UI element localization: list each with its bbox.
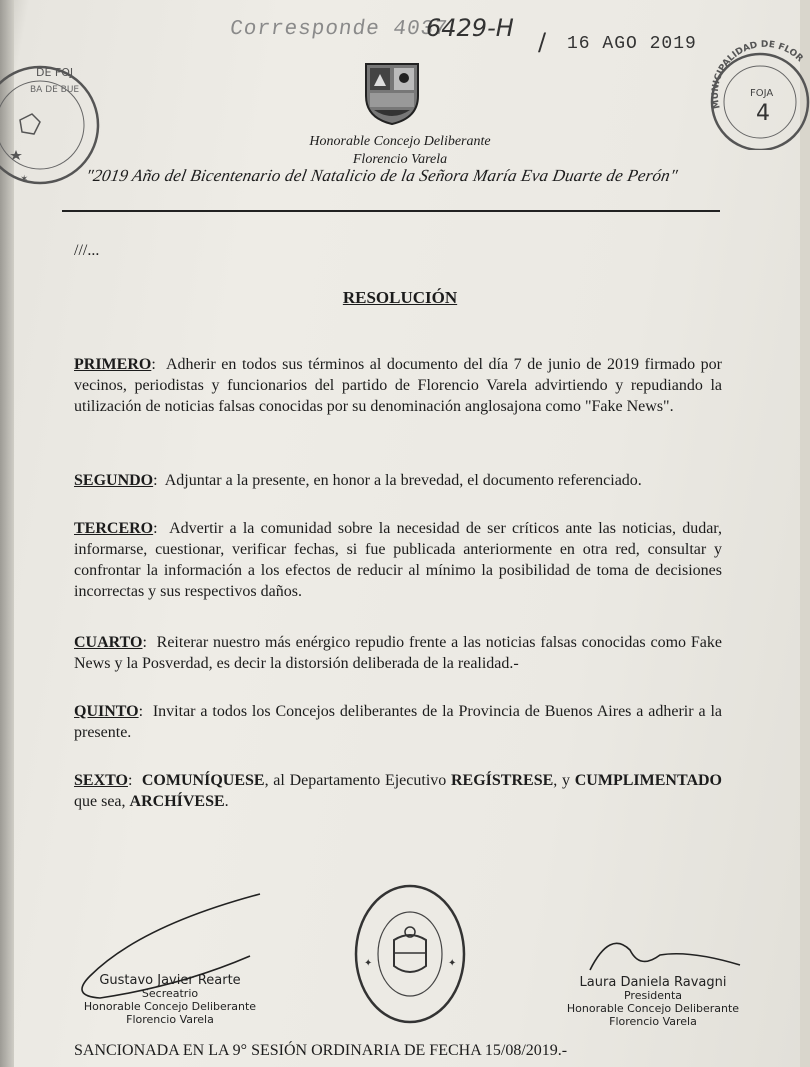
left-signer-name: Gustavo Javier Rearte xyxy=(99,973,241,988)
received-date-stamp: 16 AGO 2019 xyxy=(567,34,697,54)
segundo-text: Adjuntar a la presente, en honor a la brevedad, el documento referenciado. xyxy=(164,472,642,489)
left-signer-city: Florencio Varela xyxy=(126,1013,214,1026)
council-seal xyxy=(350,882,470,1032)
resolution-title: RESOLUCIÓN xyxy=(342,288,458,307)
sexto-label: SEXTO xyxy=(74,772,128,789)
article-quinto: QUINTO: Invitar a todos los Concejos deliberantes de la Provincia de Buenos Aires a adherir a la presente. xyxy=(74,703,722,741)
institution-name: Honorable Concejo Deliberante xyxy=(309,134,491,149)
right-signer-org: Honorable Concejo Deliberante xyxy=(566,1002,740,1015)
quinto-text: Invitar a todos los Concejos deliberantes de la Provincia de Buenos Aires a adherir a la presente. xyxy=(74,703,722,741)
article-cuarto: CUARTO: Reiterar nuestro más enérgico repudio frente a las noticias falsas conocidas como Fake News y la Posverdad, es decir la distorsión deliberada de la realidad.- xyxy=(74,634,723,672)
svg-text:MUNICIPALIDAD DE FLOR xyxy=(711,40,805,110)
primero-label: PRIMERO xyxy=(74,356,152,373)
left-stamp-line1: DE FOJ xyxy=(36,66,74,79)
svg-text:✦: ✦ xyxy=(364,958,373,969)
tercero-label: TERCERO xyxy=(74,520,154,537)
svg-text:✦: ✦ xyxy=(448,958,457,969)
continuation-mark: ///... xyxy=(74,242,100,259)
sexto-end: . xyxy=(224,793,229,810)
sexto-cumplimentado: CUMPLIMENTADO xyxy=(574,772,722,789)
right-signer-city: Florencio Varela xyxy=(609,1015,697,1028)
sexto-comuniquese: COMUNÍQUESE xyxy=(141,772,265,789)
left-stamp-line2: BA DE BUE xyxy=(30,85,80,95)
sanction-line: SANCIONADA EN LA 9° SESIÓN ORDINARIA DE FECHA 15/08/2019.- xyxy=(74,1042,568,1059)
svg-text:✶: ✶ xyxy=(20,174,29,185)
article-primero: PRIMERO: Adherir en todos sus términos al documento del día 7 de junio de 2019 firmado por vecinos, periodistas y funcionarios del partido de Florencio Varela advirtiendo y repudiando la utilización de noticias falsas conocidas por su denominación anglosajona como "Fake News". xyxy=(74,356,723,415)
cuarto-text: Reiterar nuestro más enérgico repudio frente a las noticias falsas conocidas como Fake News y la Posverdad, es decir la distorsión deliberada de la realidad.- xyxy=(74,634,723,672)
article-tercero: TERCERO: Advertir a la comunidad sobre la necesidad de ser críticos ante las noticias, dudar, informarse, cuestionar, verificar fechas, si fue publicada anteriormente en otra red, consultar y confrontar la información a los efectos de reducir al mínimo la posibilidad de toma de decisiones incorrectas y sus respectivos daños. xyxy=(74,520,722,600)
council-coat-of-arms xyxy=(362,60,422,126)
foja-number: 4 xyxy=(756,101,770,126)
article-sexto: SEXTO: COMUNÍQUESE, al Departamento Ejecutivo REGÍSTRESE, y CUMPLIMENTADO que sea, ARCHÍVESE. xyxy=(74,772,722,810)
tercero-text: Advertir a la comunidad sobre la necesidad de ser críticos ante las noticias, dudar, informarse, cuestionar, verificar fechas, si fue publicada anteriormente en otra red, consultar y confrontar la información a los efectos de reducir al mínimo la posibilidad de toma de decisiones incorrectas y sus respectivos daños. xyxy=(74,520,722,600)
header-rule xyxy=(62,210,720,212)
sexto-text-2: , y xyxy=(553,772,575,789)
cuarto-label: CUARTO xyxy=(74,634,143,651)
left-signature-block xyxy=(60,974,280,1026)
institution-city: Florencio Varela xyxy=(352,152,448,167)
right-signer-role: Presidenta xyxy=(623,989,683,1002)
quinto-label: QUINTO xyxy=(74,703,139,720)
right-stamp-ring-text: MUNICIPALIDAD DE FLOR xyxy=(710,40,805,110)
segundo-label: SEGUNDO xyxy=(74,472,154,489)
right-signer-name: Laura Daniela Ravagni xyxy=(579,975,727,990)
sexto-registrese: REGÍSTRESE xyxy=(451,772,554,789)
file-slash: / xyxy=(538,28,547,56)
article-segundo: SEGUNDO: Adjuntar a la presente, en honor a la brevedad, el documento referenciado. xyxy=(74,472,642,489)
left-signer-role: Secreatrio xyxy=(141,987,199,1000)
sexto-text-1: , al Departamento Ejecutivo xyxy=(264,772,451,789)
year-motto: "2019 Año del Bicentenario del Natalicio de la Señora María Eva Duarte de Perón" xyxy=(84,166,680,185)
handwritten-file-number: 6429-H xyxy=(426,14,514,42)
foja-label: FOJA xyxy=(750,88,774,99)
right-signature-block xyxy=(548,976,758,1028)
corresponde-stamp: Corresponde 4037 xyxy=(228,18,450,41)
left-signer-org: Honorable Concejo Deliberante xyxy=(83,1000,257,1013)
primero-text: Adherir en todos sus términos al documento del día 7 de junio de 2019 firmado por vecinos, periodistas y funcionarios del partido de Florencio Varela advirtiendo y repudiando la utilización de noticias falsas conocidas por su denominación anglosajona como "Fake News". xyxy=(74,356,723,415)
sexto-archivese: ARCHÍVESE xyxy=(129,793,225,810)
sexto-text-3: que sea, xyxy=(74,793,130,810)
seal-ring-text: H. CONCEJO DELIBERANTE · FCIO. VARELA xyxy=(350,882,372,883)
